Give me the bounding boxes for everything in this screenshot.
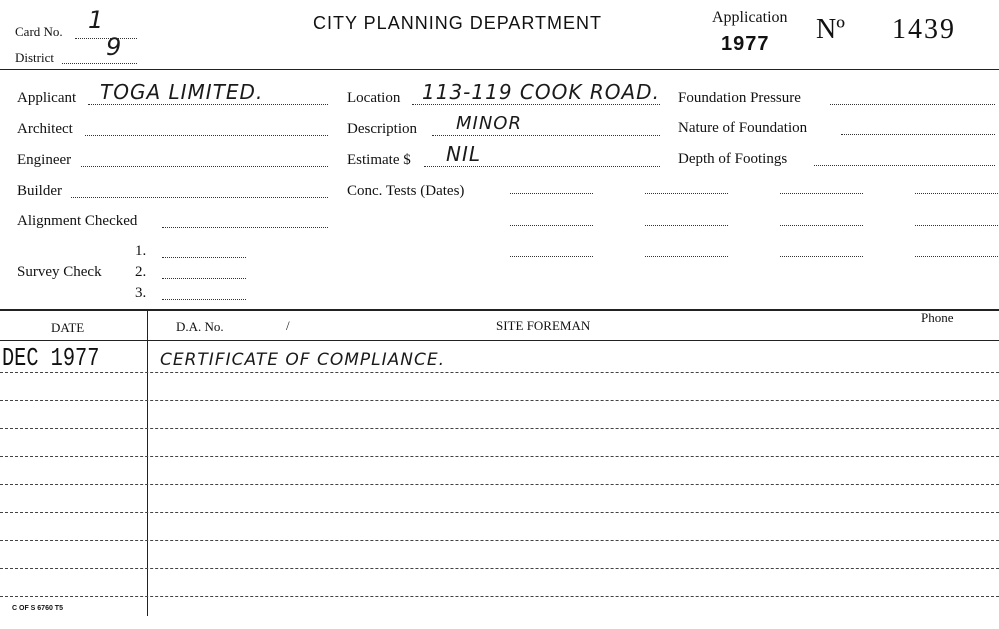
- architect-label: Architect: [17, 121, 73, 137]
- conc-line-1c: [780, 193, 863, 194]
- log-date-column-divider: [147, 310, 148, 616]
- alignment-line: [162, 227, 328, 228]
- survey-item-2: 2.: [135, 264, 147, 280]
- applicant-line: [88, 104, 328, 105]
- card-no-label: Card No.: [15, 24, 63, 39]
- district-value: 9: [106, 33, 123, 61]
- log-top-border: [0, 309, 999, 311]
- log-row-line: [0, 456, 999, 457]
- log-foreman-header: SITE FOREMAN: [496, 318, 591, 333]
- survey-label: Survey Check: [17, 264, 102, 280]
- description-label: Description: [347, 121, 417, 137]
- header-divider: [0, 69, 999, 70]
- estimate-line: [424, 166, 660, 167]
- log-entry-date: DEC 1977: [2, 343, 100, 373]
- card-no-value: 1: [88, 6, 105, 34]
- conc-line-3b: [645, 256, 728, 257]
- log-slash: /: [286, 318, 290, 333]
- survey-line-1: [162, 257, 246, 258]
- architect-line: [85, 135, 328, 136]
- survey-item-1: 1.: [135, 243, 147, 259]
- department-title: CITY PLANNING DEPARTMENT: [313, 13, 603, 33]
- description-value: MINOR: [456, 113, 522, 134]
- district-label: District: [15, 50, 54, 65]
- log-row-line: [0, 596, 999, 597]
- log-phone-header: Phone: [921, 310, 954, 325]
- application-label: Application: [712, 9, 788, 26]
- form-code: C OF S 6760 T5: [12, 605, 63, 612]
- log-date-header: DATE: [51, 320, 85, 335]
- log-da-header: D.A. No.: [176, 319, 224, 334]
- log-row-line: [0, 512, 999, 513]
- conc-line-2d: [915, 225, 998, 226]
- conc-line-1d: [915, 193, 998, 194]
- log-row-line: [0, 428, 999, 429]
- conc-line-2a: [510, 225, 593, 226]
- conc-line-3d: [915, 256, 998, 257]
- estimate-label: Estimate $: [347, 152, 411, 168]
- nature-foundation-label: Nature of Foundation: [678, 120, 808, 136]
- survey-line-3: [162, 299, 246, 300]
- log-entry-text: CERTIFICATE OF COMPLIANCE.: [160, 350, 445, 370]
- foundation-pressure-line: [830, 104, 995, 105]
- conc-line-1b: [645, 193, 728, 194]
- log-row-line: [0, 540, 999, 541]
- alignment-label: Alignment Checked: [17, 213, 138, 229]
- applicant-value: TOGA LIMITED.: [100, 80, 264, 104]
- log-row-line: [0, 568, 999, 569]
- number-symbol: Nº: [816, 14, 845, 45]
- depth-footings-label: Depth of Footings: [678, 151, 788, 167]
- builder-line: [71, 197, 328, 198]
- log-row-line: [0, 484, 999, 485]
- application-year: 1977: [721, 33, 770, 55]
- location-line: [412, 104, 660, 105]
- survey-item-3: 3.: [135, 285, 147, 301]
- nature-foundation-line: [841, 134, 995, 135]
- conc-tests-label: Conc. Tests (Dates): [347, 183, 465, 199]
- conc-line-2b: [645, 225, 728, 226]
- log-row-line: [0, 372, 999, 373]
- builder-label: Builder: [17, 183, 62, 199]
- district-line: [62, 63, 137, 64]
- conc-line-3a: [510, 256, 593, 257]
- location-label: Location: [347, 90, 401, 106]
- log-row-line: [0, 400, 999, 401]
- foundation-pressure-label: Foundation Pressure: [678, 90, 801, 106]
- engineer-label: Engineer: [17, 152, 72, 168]
- description-line: [432, 135, 660, 136]
- engineer-line: [81, 166, 328, 167]
- estimate-value: NIL: [446, 142, 482, 166]
- application-number: 1439: [892, 14, 956, 45]
- location-value: 113-119 COOK ROAD.: [422, 80, 660, 104]
- depth-footings-line: [814, 165, 995, 166]
- applicant-label: Applicant: [17, 90, 77, 106]
- log-header-divider: [0, 340, 999, 341]
- conc-line-1a: [510, 193, 593, 194]
- conc-line-2c: [780, 225, 863, 226]
- survey-line-2: [162, 278, 246, 279]
- conc-line-3c: [780, 256, 863, 257]
